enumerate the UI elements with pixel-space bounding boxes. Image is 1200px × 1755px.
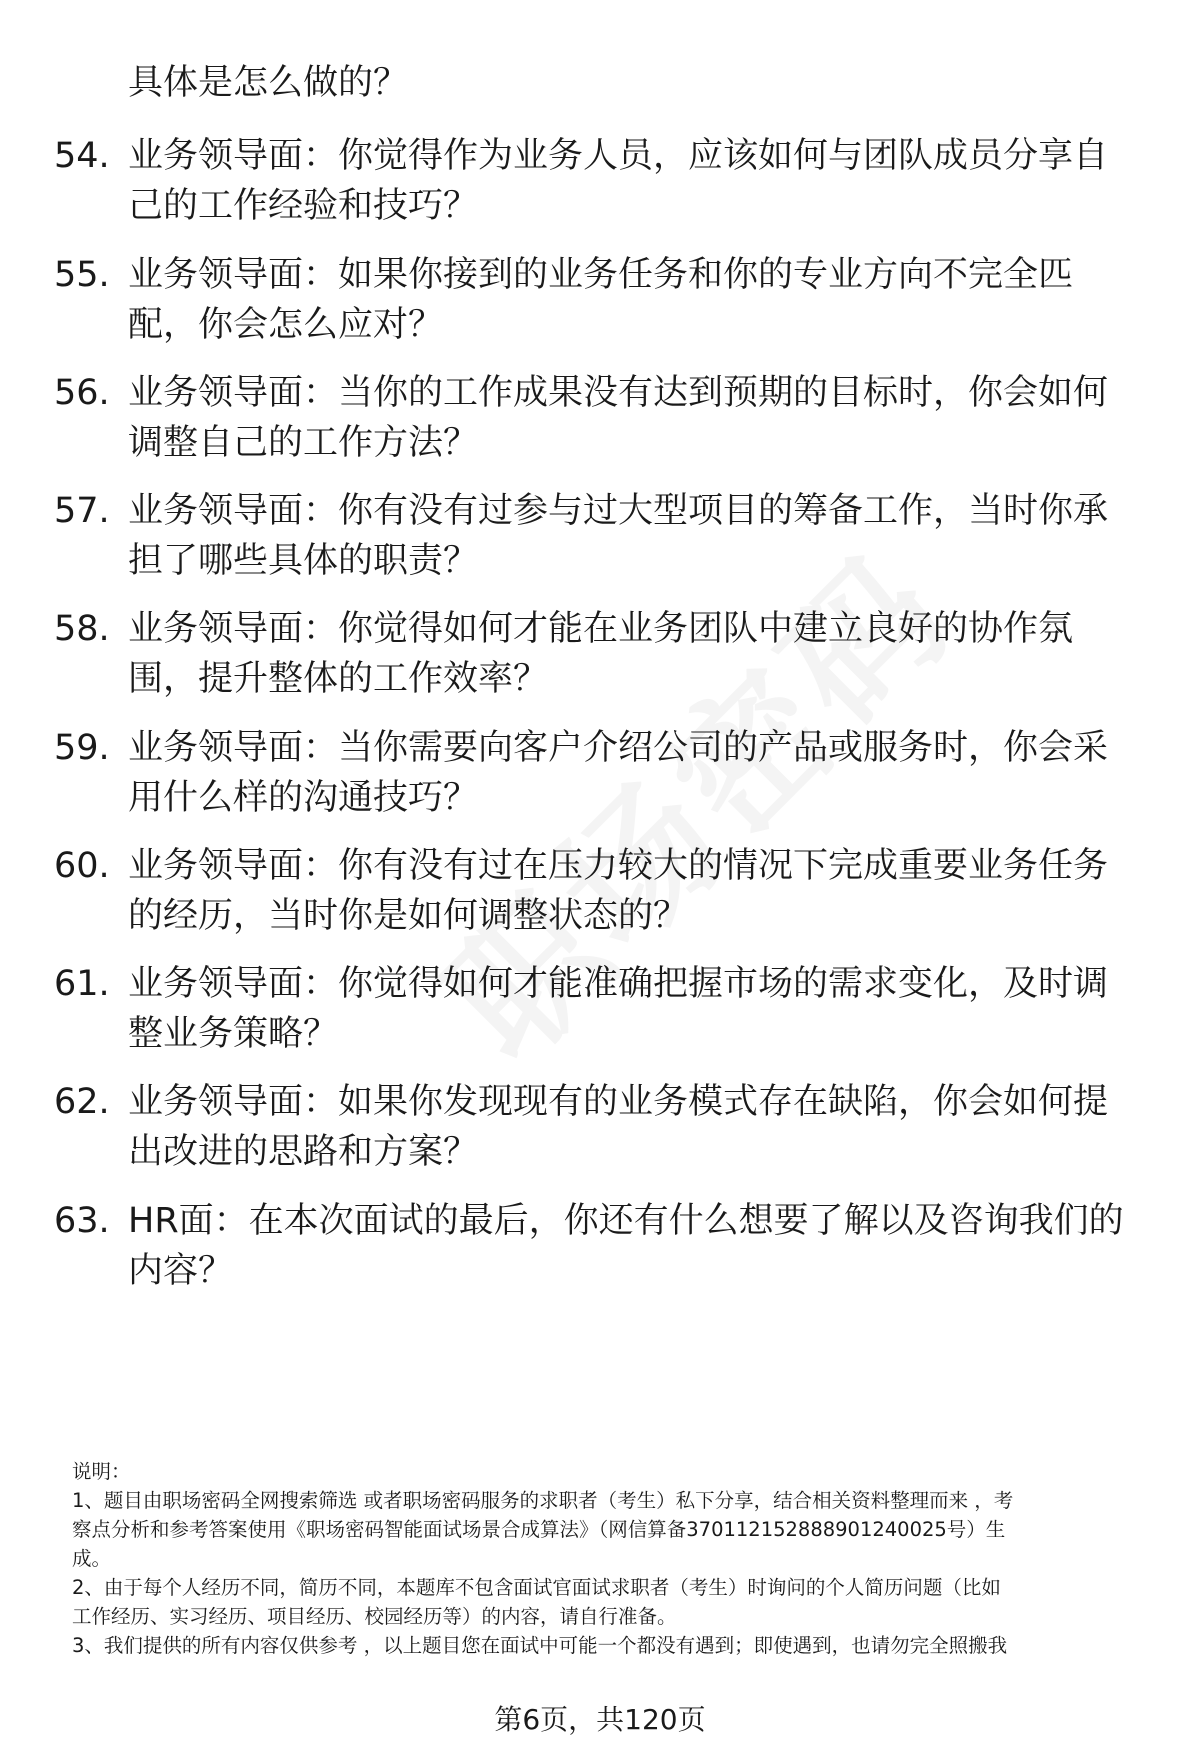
question-text-line: 业务领导面：当你需要向客户介绍公司的产品或服务时，你会采 xyxy=(128,728,1109,768)
question-text-line: 担了哪些具体的职责？ xyxy=(128,541,479,581)
question-number: 57. xyxy=(54,491,110,531)
question-number: 55. xyxy=(54,255,110,295)
question-text-line: 业务领导面：你有没有过参与过大型项目的筹备工作，当时你承 xyxy=(128,491,1109,531)
question-text-line: 己的工作经验和技巧？ xyxy=(128,186,479,226)
question-text-line: 业务领导面：你觉得如何才能准确把握市场的需求变化，及时调 xyxy=(128,964,1109,1004)
notes-line: 成。 xyxy=(72,1547,112,1570)
question-text-line: 业务领导面：你有没有过在压力较大的情况下完成重要业务任务 xyxy=(128,846,1109,886)
question-text-line: 出改进的思路和方案？ xyxy=(128,1132,479,1172)
page-number: 第6页，共120页 xyxy=(494,1703,706,1736)
notes-line: 2、由于每个人经历不同，简历不同，本题库不包含面试官面试求职者（考生）时询问的个人简历问题（比如 xyxy=(72,1576,1001,1599)
notes-section xyxy=(72,1457,1147,1660)
question-text-line: 调整自己的工作方法？ xyxy=(128,423,479,463)
question-text-line: 配，你会怎么应对？ xyxy=(128,305,444,345)
question-number: 58. xyxy=(54,609,110,649)
question-text-line: 业务领导面：如果你发现现有的业务模式存在缺陷，你会如何提 xyxy=(128,1082,1109,1122)
question-number: 56. xyxy=(54,373,110,413)
question-number: 59. xyxy=(54,728,110,768)
continuation-line: 具体是怎么做的？ xyxy=(128,63,409,103)
question-text-line: 业务领导面：当你的工作成果没有达到预期的目标时，你会如何 xyxy=(128,373,1109,413)
question-text-line: 用什么样的沟通技巧？ xyxy=(128,778,479,818)
notes-line: 3、我们提供的所有内容仅供参考 ，以上题目您在面试中可能一个都没有遇到；即使遇到，也请勿完全照搬我 xyxy=(72,1634,1008,1657)
question-text-line: 内容？ xyxy=(128,1251,234,1291)
question-number: 61. xyxy=(54,964,110,1004)
question-text-line: 业务领导面：你觉得作为业务人员，应该如何与团队成员分享自 xyxy=(128,136,1109,176)
question-text-line: 业务领导面：如果你接到的业务任务和你的专业方向不完全匹 xyxy=(128,255,1074,295)
notes-line: 1、题目由职场密码全网搜索筛选 或者职场密码服务的求职者（考生）私下分享，结合相关资料整理而来 ，考 xyxy=(72,1489,1014,1512)
notes-line: 察点分析和参考答案使用《职场密码智能面试场景合成算法》（网信算备370112152888901240025号）生 xyxy=(72,1518,1006,1541)
notes-line: 工作经历、实习经历、项目经历、校园经历等）的内容，请自行准备。 xyxy=(72,1605,677,1628)
question-text-line: 围，提升整体的工作效率？ xyxy=(128,659,549,699)
question-number: 54. xyxy=(54,136,110,176)
question-number: 60. xyxy=(54,846,110,886)
question-text-line: 整业务策略？ xyxy=(128,1014,339,1054)
question-text-line: 业务领导面：你觉得如何才能在业务团队中建立良好的协作氛 xyxy=(128,609,1074,649)
notes-title: 说明： xyxy=(72,1460,131,1483)
question-number: 63. xyxy=(54,1201,110,1241)
question-text-line: HR面：在本次面试的最后，你还有什么想要了解以及咨询我们的 xyxy=(128,1201,1124,1241)
question-text-line: 的经历，当时你是如何调整状态的？ xyxy=(128,896,689,936)
question-number: 62. xyxy=(54,1082,110,1122)
